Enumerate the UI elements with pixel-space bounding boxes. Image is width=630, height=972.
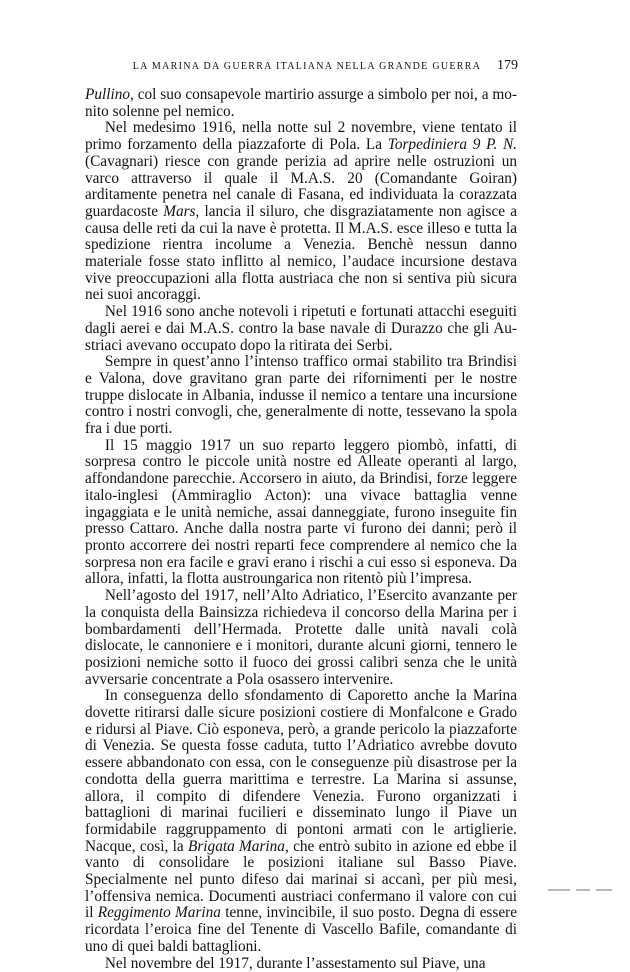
running-title: LA MARINA DA GUERRA ITALIANA NELLA GRANDE GUERRA (132, 61, 482, 72)
scan-artifact-mark (596, 889, 612, 891)
body-text (85, 87, 517, 972)
paragraph-text: Nel 1916 sono anche notevoli i ripetuti e fortunati attacchi eseguiti dagli aerei e dai M.A.S. contro la base navale di Durazzo che gli Austriaci avevano occupato dopo la ritirata dei Serbi. (85, 303, 517, 354)
paragraph-caporetto (85, 688, 517, 955)
italic-ship-name: Pullino (85, 86, 131, 103)
italic-ship-name: Mars (163, 202, 196, 220)
paragraph-text: , col suo consapevole martirio assurge a simbolo per noi, a monito solenne pel nemico. (85, 86, 517, 120)
paragraph-brindisi-valona (85, 354, 517, 438)
paragraph-text: (Cavagnari) riesce con grande perizia ad aprire nelle ostruzioni un varco attraverso il quale il M.A.S. 20 (Comandante Goiran) arditamente penetra nel canale di Fasana, ed individuata la corazzata guardacoste (85, 152, 517, 220)
paragraph-pullino (85, 87, 517, 120)
paragraph-text: Nel medesimo 1916, nella notte sul 2 novembre, viene tentato il primo forzamento della piazzaforte di Pola. La (85, 119, 517, 154)
paragraph-text: Il 15 maggio 1917 un suo reparto leggero piombò, infatti, di sorpresa contro le piccole unità nostre ed Alleate operanti al largo, affondandone parecchie. Accorsero in aiuto, da Brindisi, forze leggere italo-inglesi (Ammiraglio Acton): una vivace battaglia venne ingaggiata e le unità nemiche, assai danneggiate, furono inseguite fin presso Cattaro. Anche dalla nostra parte vi furono dei danni; però il pronto accorrere dei nostri reparti fece comprendere al nemico che la sorpresa non era facile e gravi erano i rischi a cui esso si esponeva. Da allora, infatti, la flotta austroungarica non ritentò più l’impresa. (85, 436, 517, 588)
running-head (96, 58, 518, 76)
paragraph-text: , lancia il siluro, che disgraziatamente non agisce a causa delle reti da cui la nave è protetta. Il M.A.S. esce illeso e tutta la spedizione rientra incolume a Venezia. Benchè nessun danno materiale fosse stato inflitto al nemico, l’audace incursione destava vive preoccupazioni alla flotta austriaca che non si sentiva più sicura nei suoi ancoraggi. (85, 202, 517, 304)
italic-unit-name: Brigata Marina (188, 837, 285, 855)
paragraph-november-1917 (85, 956, 517, 972)
paragraph-text: Nell’agosto del 1917, nell’Alto Adriatico, l’Esercito avanzante per la conquista della Bainsizza richiedeva il concorso della Marina per i bombardamenti dell’Hermada. Protette dalle unità navali colà dislocate, le cannoniere e i monitori, durante alcuni giorni, tennero le posizioni nemiche sotto il fuoco dei grossi calibri senza che le unità avversarie concentrate a Pola osassero intervenire. (85, 587, 517, 688)
paragraph-pola-raid (85, 120, 517, 304)
paragraph-text: Nel novembre del 1917, durante l’assestamento sul Piave, una (104, 954, 486, 972)
italic-unit-name: Reggimento Marina (97, 904, 221, 922)
scan-artifact-mark (576, 889, 590, 891)
italic-ship-name: Torpediniera 9 P. N. (387, 136, 517, 154)
page-number: 179 (497, 58, 518, 73)
paragraph-text: tenne, invincibile, il suo posto. Degna di essere ricordata l’eroica fine del Tenente di Vascello Bafile, comandante di uno di quei baldi battaglioni. (85, 904, 518, 955)
paragraph-durazzo (85, 304, 517, 354)
paragraph-text: , che entrò subito in azione ed ebbe il vanto di consolidare le posizioni italiane sul Basso Piave. Specialmente nel punto difeso dai marinai si accanì, per più mesi, l’offensiva nemica. Documenti austriaci confermano il valore con cui il (85, 837, 517, 922)
paragraph-may-1917 (85, 438, 517, 588)
paragraph-text: In conseguenza dello sfondamento di Caporetto anche la Marina dovette ritirarsi dalle sicure posizioni costiere di Monfalcone e Grado e ridursi al Piave. Ciò esponeva, però, a grande pericolo la piazzaforte di Venezia. Se questa fosse caduta, tutto l’Adriatico avrebbe dovuto essere abbandonato con essa, con le conseguenze più disastrose per la condotta della guerra marittima e terrestre. La Marina si assunse, allora, il compito di difendere Venezia. Furono organizzati i battaglioni di marinai fucilieri e disseminato lungo il Piave un formidabile raggruppamento di pontoni armati con le artiglierie. Nacque, così, la (85, 687, 517, 855)
paragraph-august-1917 (85, 588, 517, 688)
scan-artifact-mark (548, 889, 570, 891)
paragraph-text: Sempre in quest’anno l’intenso traffico ormai stabilito tra Brindisi e Valona, dove gravitano gran parte dei rifornimenti per le nostre truppe dislocate in Albania, indusse il nemico a tentare una incursione contro i nostri convogli, che, generalmente di notte, tessevano la spola fra i due porti. (85, 353, 517, 438)
